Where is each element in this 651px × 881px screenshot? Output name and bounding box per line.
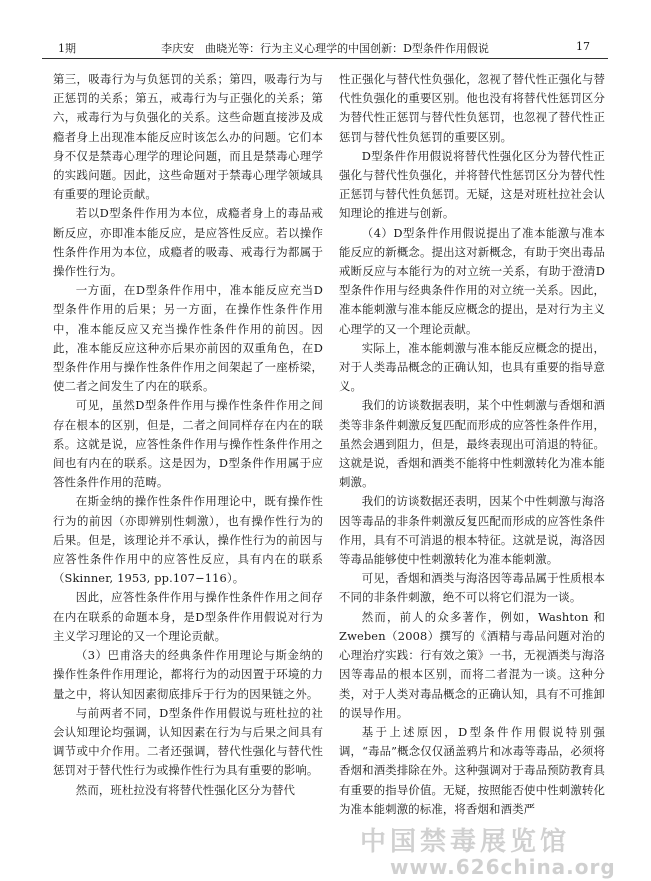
paragraph: 我们的访谈数据表明，某个中性刺激与香烟和酒类等非条件刺激反复匹配而形成的应答性条件作用，虽然会遇到阻力，但是，最终表现出可消退的特征。这就是说，香烟和酒类不能将中性刺激转化为准本能刺激。: [339, 398, 605, 490]
paragraph: 一方面，在D型条件作用中，准本能反应充当D型条件作用的后果；另一方面，在操作性条件作用中，准本能反应又充当操作性条件作用的前因。因此，准本能反应这种亦后果亦前因的双重角色，在D型条件作用与操作性条件作用之间架起了一座桥梁，使二者之间发生了内在的联系。: [53, 283, 323, 394]
paragraph: （4）D型条件作用假说提出了准本能激与准本能反应的新概念。提出这对新概念，有助于突出毒品戒断反应与本能行为的对立统一关系，有助于澄清D型条件作用与经典条件作用的对立统一关系。因此，准本能刺激与准本能反应概念的提出，是对行为主义心理学的又一个理论贡献。: [339, 225, 605, 336]
watermark: [360, 828, 640, 878]
paragraph: 然而，班杜拉没有将替代性强化区分为替代: [75, 782, 296, 797]
paragraph: 可见，虽然D型条件作用与操作性条件作用之间存在根本的区别，但是，二者之间同样存在内在的联系。这就是说，应答性条件作用与操作性条件作用之间也有内在的联系。这是因为，D型条件作用属于应答性条件作用的范畴。: [53, 398, 323, 490]
watermark-title: 中国禁毒展览馆: [360, 827, 571, 857]
left-column: [53, 70, 323, 800]
issue-label: 1期: [58, 42, 76, 55]
page-header: [42, 18, 608, 59]
right-column: [339, 70, 605, 819]
paragraph: 性正强化与替代性负强化，忽视了替代性正强化与替代性负强化的重要区别。他也没有将替代性惩罚区分为替代性正惩罚与替代性负惩罚，也忽视了替代性正惩罚与替代性负惩罚的重要区别。: [339, 72, 605, 144]
page-number: 17: [576, 40, 590, 53]
paragraph: 与前两者不同，D型条件作用假说与班杜拉的社会认知理论均强调，认知因素在行为与后果之间具有调节或中介作用。二者还强调，替代性强化与替代性惩罚对于替代性行为或操作性行为具有重要的影响。: [53, 705, 323, 778]
running-title: 李庆安 曲晓光等：行为主义心理学的中国创新：D型条件作用假说: [161, 42, 489, 55]
paragraph: 第三，吸毒行为与负惩罚的关系；第四，吸毒行为与正惩罚的关系；第五，戒毒行为与正强化的关系；第六，戒毒行为与负强化的关系。这些命题直接涉及成瘾者身上出现准本能反应时该怎么办的问题。它们本身不仅是禁毒心理学的理论问题，而且是禁毒心理学的实践问题。因此，这些命题对于禁毒心理学领域具有重要的理论贡献。: [53, 72, 323, 202]
watermark-url: www.626china.org: [390, 855, 616, 879]
paragraph: 我们的访谈数据还表明，因某个中性刺激与海洛因等毒品的非条件刺激反复匹配而形成的应答性条件作用，具有不可消退的根本特征。这就是说，海洛因等毒品能够使中性刺激转化为准本能刺激。: [339, 494, 605, 567]
paragraph: 若以D型条件作用为本位，成瘾者身上的毒品戒断反应，亦即准本能反应，是应答性反应。若以操作性条件作用为本位，成瘾者的吸毒、戒毒行为都属于操作性行为。: [53, 206, 323, 279]
paragraph: 因此，应答性条件作用与操作性条件作用之间存在内在联系的命题本身，是D型条件作用假说对行为主义学习理论的又一个理论贡献。: [53, 590, 323, 643]
paragraph: 实际上，准本能刺激与准本能反应概念的提出，对于人类毒品概念的正确认知，也具有重要的指导意义。: [339, 340, 605, 394]
paragraph: （3）巴甫洛夫的经典条件作用理论与斯金纳的操作性条件作用理论，都将行为的动因置于环境的力量之中，将认知因素彻底排斥于行为的因果链之外。: [53, 648, 323, 701]
paragraph: 然而，前人的众多著作，例如，Washton 和 Zweben（2008）撰写的《酒精与毒品问题对治的心理治疗实践：行有效之策》一书，无视酒类与海洛因等毒品的根本区别，而将二者混为一谈。这种分类，对于人类对毒品概念的正确认知，具有不可推卸的误导作用。: [339, 609, 605, 720]
paragraph: 可见，香烟和酒类与海洛因等毒品属于性质根本不同的非条件刺激，绝不可以将它们混为一谈。: [339, 571, 605, 605]
paragraph: D型条件作用假说将替代性强化区分为替代性正强化与替代性负强化，并将替代性惩罚区分为替代性正惩罚与替代性负惩罚。无疑，这是对班杜拉社会认知理论的推进与创新。: [339, 148, 605, 221]
paragraph: 基于上述原因，D型条件作用假说特别强调，“毒品”概念仅仅涵盖鸦片和冰毒等毒品，必须将香烟和酒类排除在外。这种强调对于毒品预防教育具有重要的指导价值。无疑，按照能否使中性刺激转化为准本能刺激的标准，将香烟和酒类严: [339, 724, 605, 816]
paragraph: 在斯金纳的操作性条件作用理论中，既有操作性行为的前因（亦即辨别性刺激），也有操作性行为的后果。但是，该理论并不承认，操作性行为的前因与应答性条件作用中的应答性反应，具有内在的联系（Skinner, 1953, pp.107−116）。: [53, 494, 323, 586]
